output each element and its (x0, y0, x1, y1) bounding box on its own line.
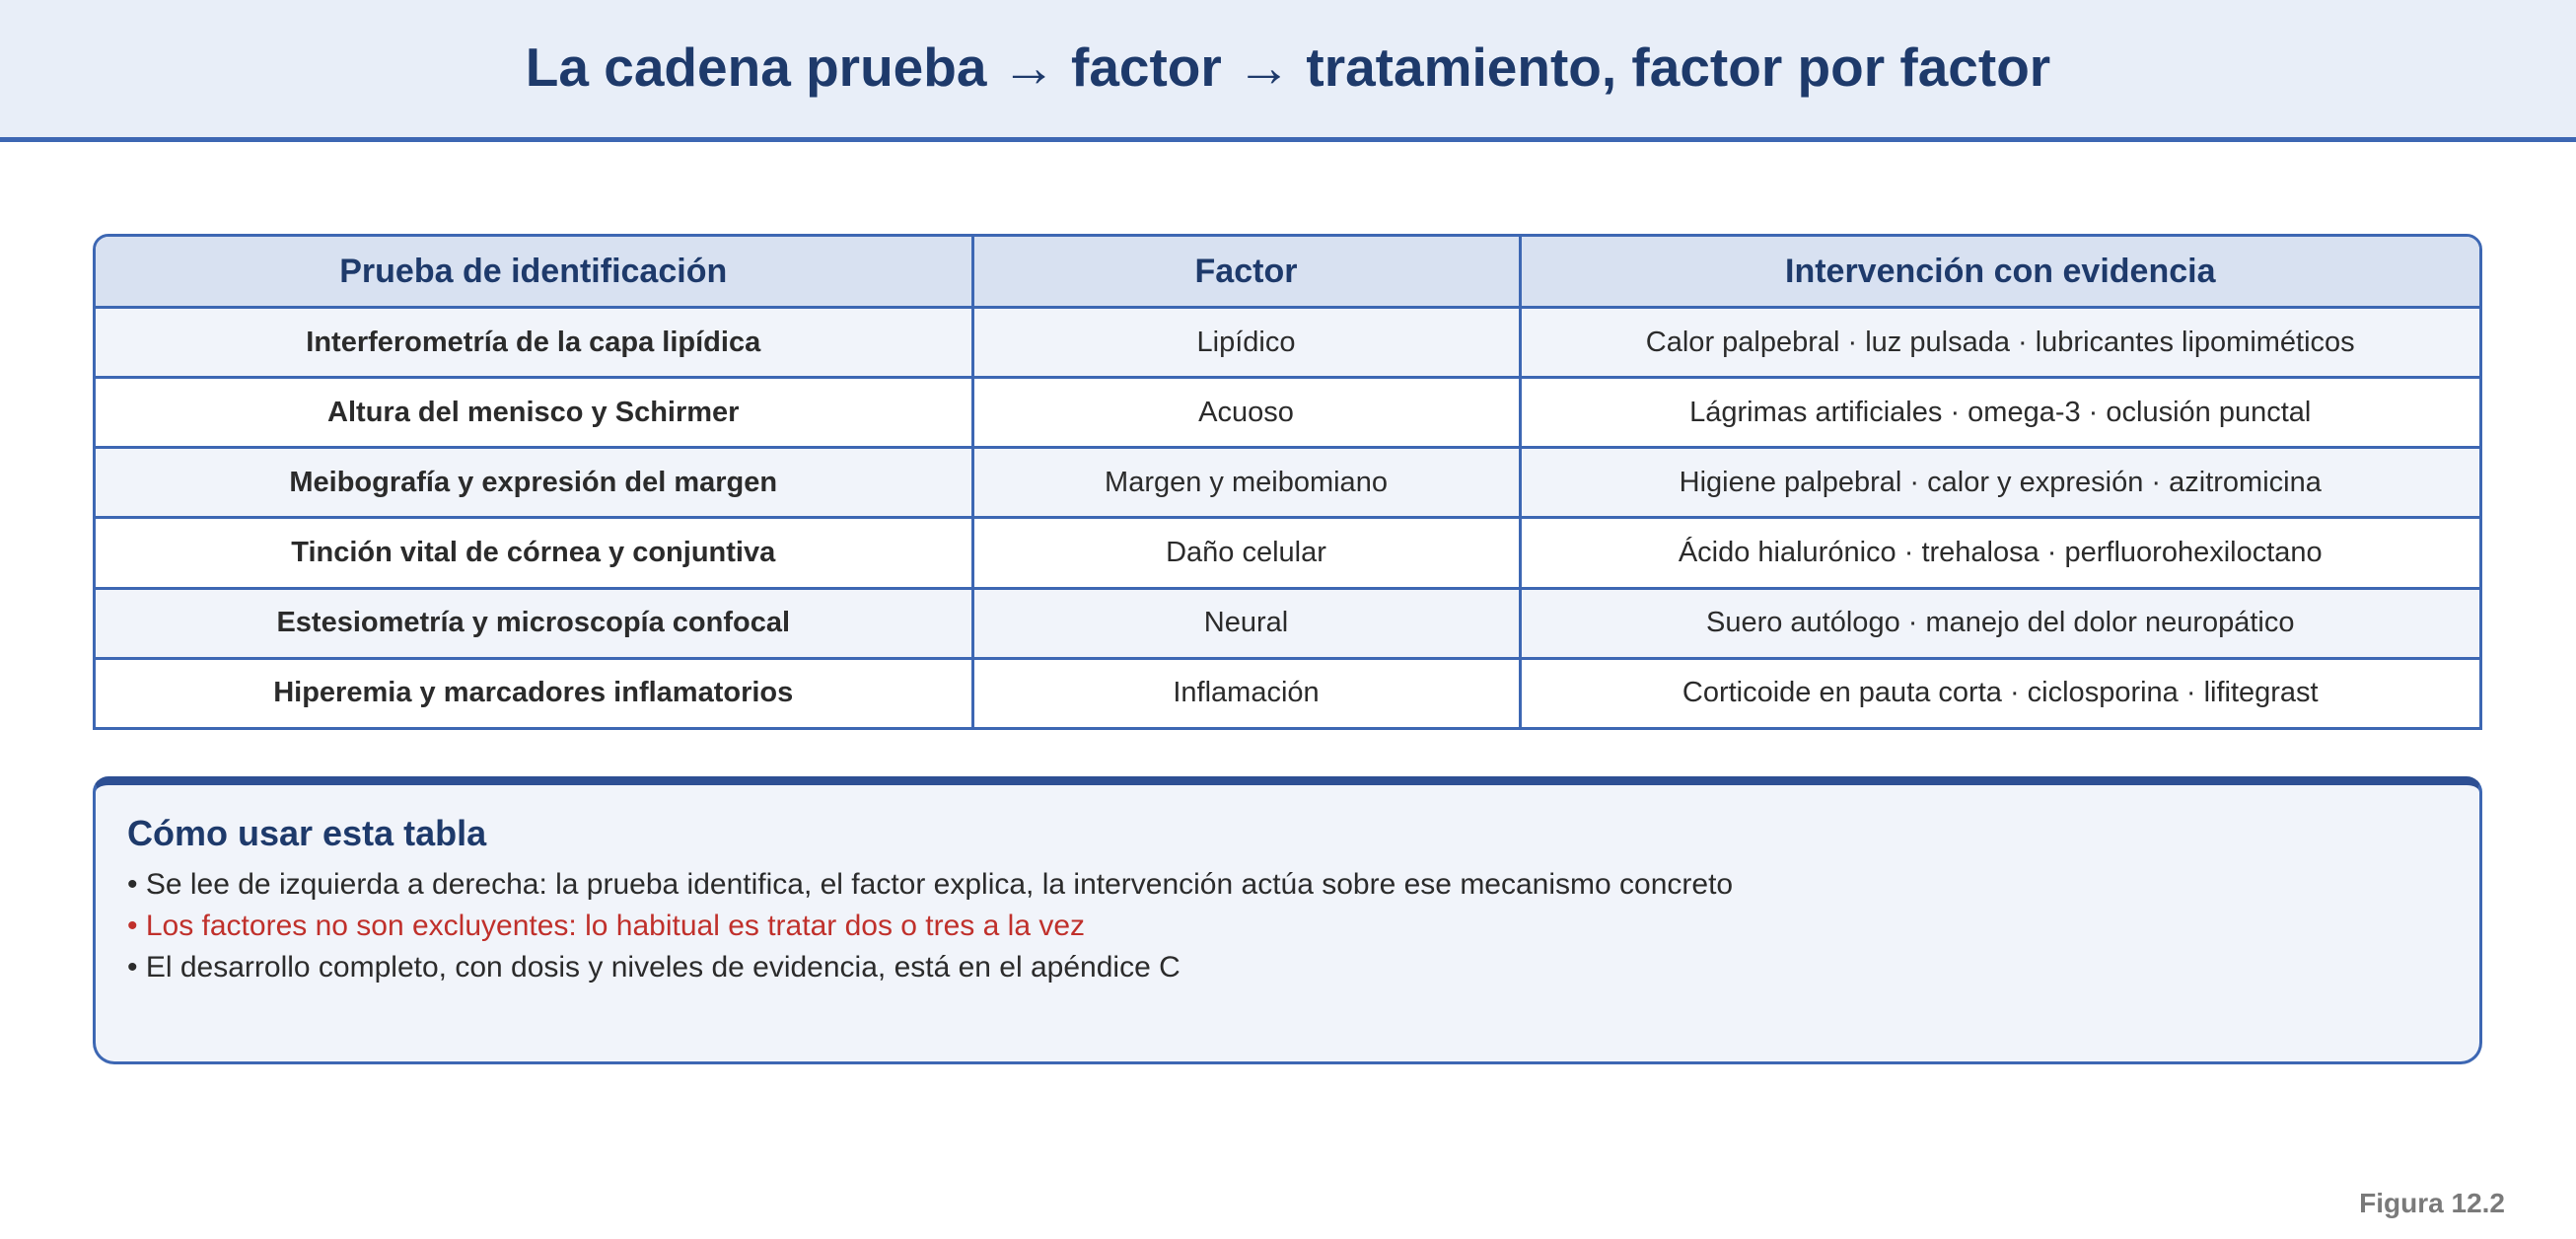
note-list (127, 864, 1733, 988)
header-intervention: Intervención con evidencia (1520, 237, 2479, 308)
note-bullet-highlight: • Los factores no son excluyentes: lo habitual es tratar dos o tres a la vez (127, 910, 1086, 942)
note-title: Cómo usar esta tabla (127, 813, 487, 853)
factor-cell: Margen y meibomiano (972, 448, 1520, 518)
factor-cell: Lipídico (972, 308, 1520, 378)
test-cell: Tinción vital de córnea y conjuntiva (96, 518, 972, 588)
figure-label: Figura 12.2 (2359, 1188, 2505, 1218)
test-cell: Hiperemia y marcadores inflamatorios (96, 658, 972, 727)
intervention-cell: Higiene palpebral · calor y expresión · azitromicina (1520, 448, 2479, 518)
note-bullet: • Se lee de izquierda a derecha: la prueba identifica, el factor explica, la intervención actúa sobre ese mecanismo concreto (127, 868, 1734, 901)
table-row (96, 308, 2479, 378)
factor-cell: Inflamación (972, 658, 1520, 727)
test-cell: Meibografía y expresión del margen (96, 448, 972, 518)
intervention-cell: Calor palpebral · luz pulsada · lubricantes lipomiméticos (1520, 308, 2479, 378)
test-cell: Interferometría de la capa lipídica (96, 308, 972, 378)
factor-cell: Neural (972, 588, 1520, 658)
factor-cell: Daño celular (972, 518, 1520, 588)
evidence-table (93, 234, 2482, 730)
table-row (96, 518, 2479, 588)
table-row (96, 378, 2479, 448)
page-title: La cadena prueba → factor → tratamiento, factor por factor (525, 36, 2051, 98)
intervention-cell: Lágrimas artificiales · omega-3 · oclusión punctal (1520, 378, 2479, 448)
table-header-row (96, 237, 2479, 308)
test-cell: Altura del menisco y Schirmer (96, 378, 972, 448)
intervention-cell: Suero autólogo · manejo del dolor neuropático (1520, 588, 2479, 658)
intervention-cell: Corticoide en pauta corta · ciclosporina · lifitegrast (1520, 658, 2479, 727)
usage-note-box (93, 776, 2482, 1064)
header-test: Prueba de identificación (96, 237, 972, 308)
note-bullet: • El desarrollo completo, con dosis y niveles de evidencia, está en el apéndice C (127, 951, 1181, 984)
table-row (96, 448, 2479, 518)
table-row (96, 658, 2479, 727)
header-banner (0, 0, 2576, 142)
test-cell: Estesiometría y microscopía confocal (96, 588, 972, 658)
intervention-cell: Ácido hialurónico · trehalosa · perfluorohexiloctano (1520, 518, 2479, 588)
factor-cell: Acuoso (972, 378, 1520, 448)
chain-table (96, 237, 2479, 727)
header-factor: Factor (972, 237, 1520, 308)
table-row (96, 588, 2479, 658)
